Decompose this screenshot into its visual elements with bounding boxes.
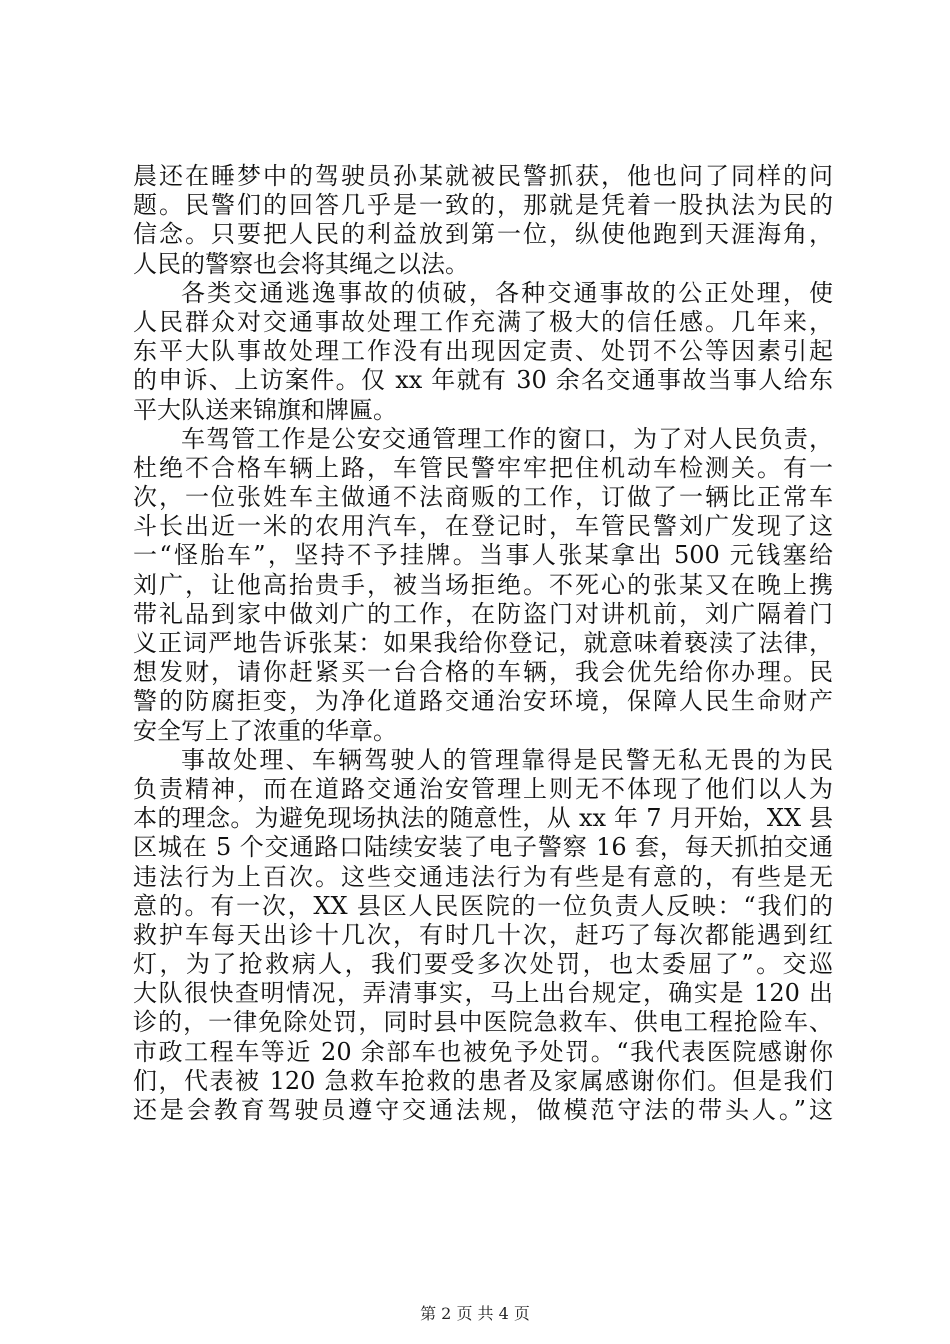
text-line: 带礼品到家中做刘广的工作，在防盗门对讲机前，刘广隔着门 (133, 599, 833, 628)
text-line: 诊的，一律免除处罚，同时县中医院急救车、供电工程抢险车、 (133, 1008, 833, 1037)
paragraph-1 (133, 162, 833, 279)
text-line: 救护车每天出诊十几次，有时几十次，赶巧了每次都能遇到红 (133, 920, 833, 949)
text-line: 杜绝不合格车辆上路，车管民警牢牢把住机动车检测关。有一 (133, 453, 833, 482)
text-line: 晨还在睡梦中的驾驶员孙某就被民警抓获，他也问了同样的问 (133, 162, 833, 190)
document-body (133, 162, 833, 1125)
text-line: 人民的警察也会将其绳之以法。 (133, 249, 469, 278)
text-line: 刘广，让他高抬贵手，被当场拒绝。不死心的张某又在晚上携 (133, 570, 833, 599)
text-line: 想发财，请你赶紧买一台合格的车辆，我会优先给你办理。民 (133, 658, 833, 687)
text-line: 次，一位张姓车主做通不法商贩的工作，订做了一辆比正常车 (133, 483, 833, 512)
page-number-footer: 第 2 页 共 4 页 (420, 1304, 530, 1323)
text-line: 还是会教育驾驶员遵守交通法规，做模范守法的带头人。”这 (133, 1096, 833, 1124)
text-line: 一“怪胎车”，坚持不予挂牌。当事人张某拿出 500 元钱塞给 (133, 541, 833, 570)
text-line: 意的。有一次，XX 县区人民医院的一位负责人反映：“我们的 (133, 891, 833, 920)
text-line: 们，代表被 120 急救车抢救的患者及家属感谢你们。但是我们 (133, 1066, 833, 1095)
text-line: 信念。只要把人民的利益放到第一位，纵使他跑到天涯海角， (133, 220, 833, 249)
text-line: 负责精神，而在道路交通治安管理上则无不体现了他们以人为 (133, 774, 833, 803)
paragraph-2 (133, 279, 833, 425)
text-line: 警的防腐拒变，为净化道路交通治安环境，保障人民生命财产 (133, 687, 833, 716)
paragraph-4 (133, 746, 833, 1125)
text-line: 人民群众对交通事故处理工作充满了极大的信任感。几年来， (133, 307, 833, 336)
text-line: 安全写上了浓重的华章。 (133, 716, 397, 745)
paragraph-3 (133, 425, 833, 746)
text-line: 大队很快查明情况，弄清事实，马上出台规定，确实是 120 出 (133, 979, 833, 1008)
text-line: 事故处理、车辆驾驶人的管理靠得是民警无私无畏的为民 (181, 745, 833, 774)
text-line: 区城在 5 个交通路口陆续安装了电子警察 16 套，每天抓拍交通 (133, 833, 833, 862)
text-line: 灯，为了抢救病人，我们要受多次处罚，也太委屈了”。交巡 (133, 950, 833, 979)
text-line: 题。民警们的回答几乎是一致的，那就是凭着一股执法为民的 (133, 191, 833, 220)
text-line: 车驾管工作是公安交通管理工作的窗口，为了对人民负责， (181, 424, 833, 453)
text-line: 东平大队事故处理工作没有出现因定责、处罚不公等因素引起 (133, 337, 833, 366)
text-line: 违法行为上百次。这些交通违法行为有些是有意的，有些是无 (133, 862, 833, 891)
text-line: 平大队送来锦旗和牌匾。 (133, 395, 397, 424)
text-line: 的申诉、上访案件。仅 xx 年就有 30 余名交通事故当事人给东 (133, 366, 833, 395)
text-line: 本的理念。为避免现场执法的随意性，从 xx 年 7 月开始，XX 县 (133, 804, 833, 833)
text-line: 义正词严地告诉张某：如果我给你登记，就意味着亵渎了法律， (133, 629, 833, 657)
text-line: 各类交通逃逸事故的侦破，各种交通事故的公正处理，使 (181, 278, 833, 307)
text-line: 斗长出近一米的农用汽车，在登记时，车管民警刘广发现了这 (133, 512, 833, 541)
text-line: 市政工程车等近 20 余部车也被免予处罚。“我代表医院感谢你 (133, 1037, 833, 1066)
